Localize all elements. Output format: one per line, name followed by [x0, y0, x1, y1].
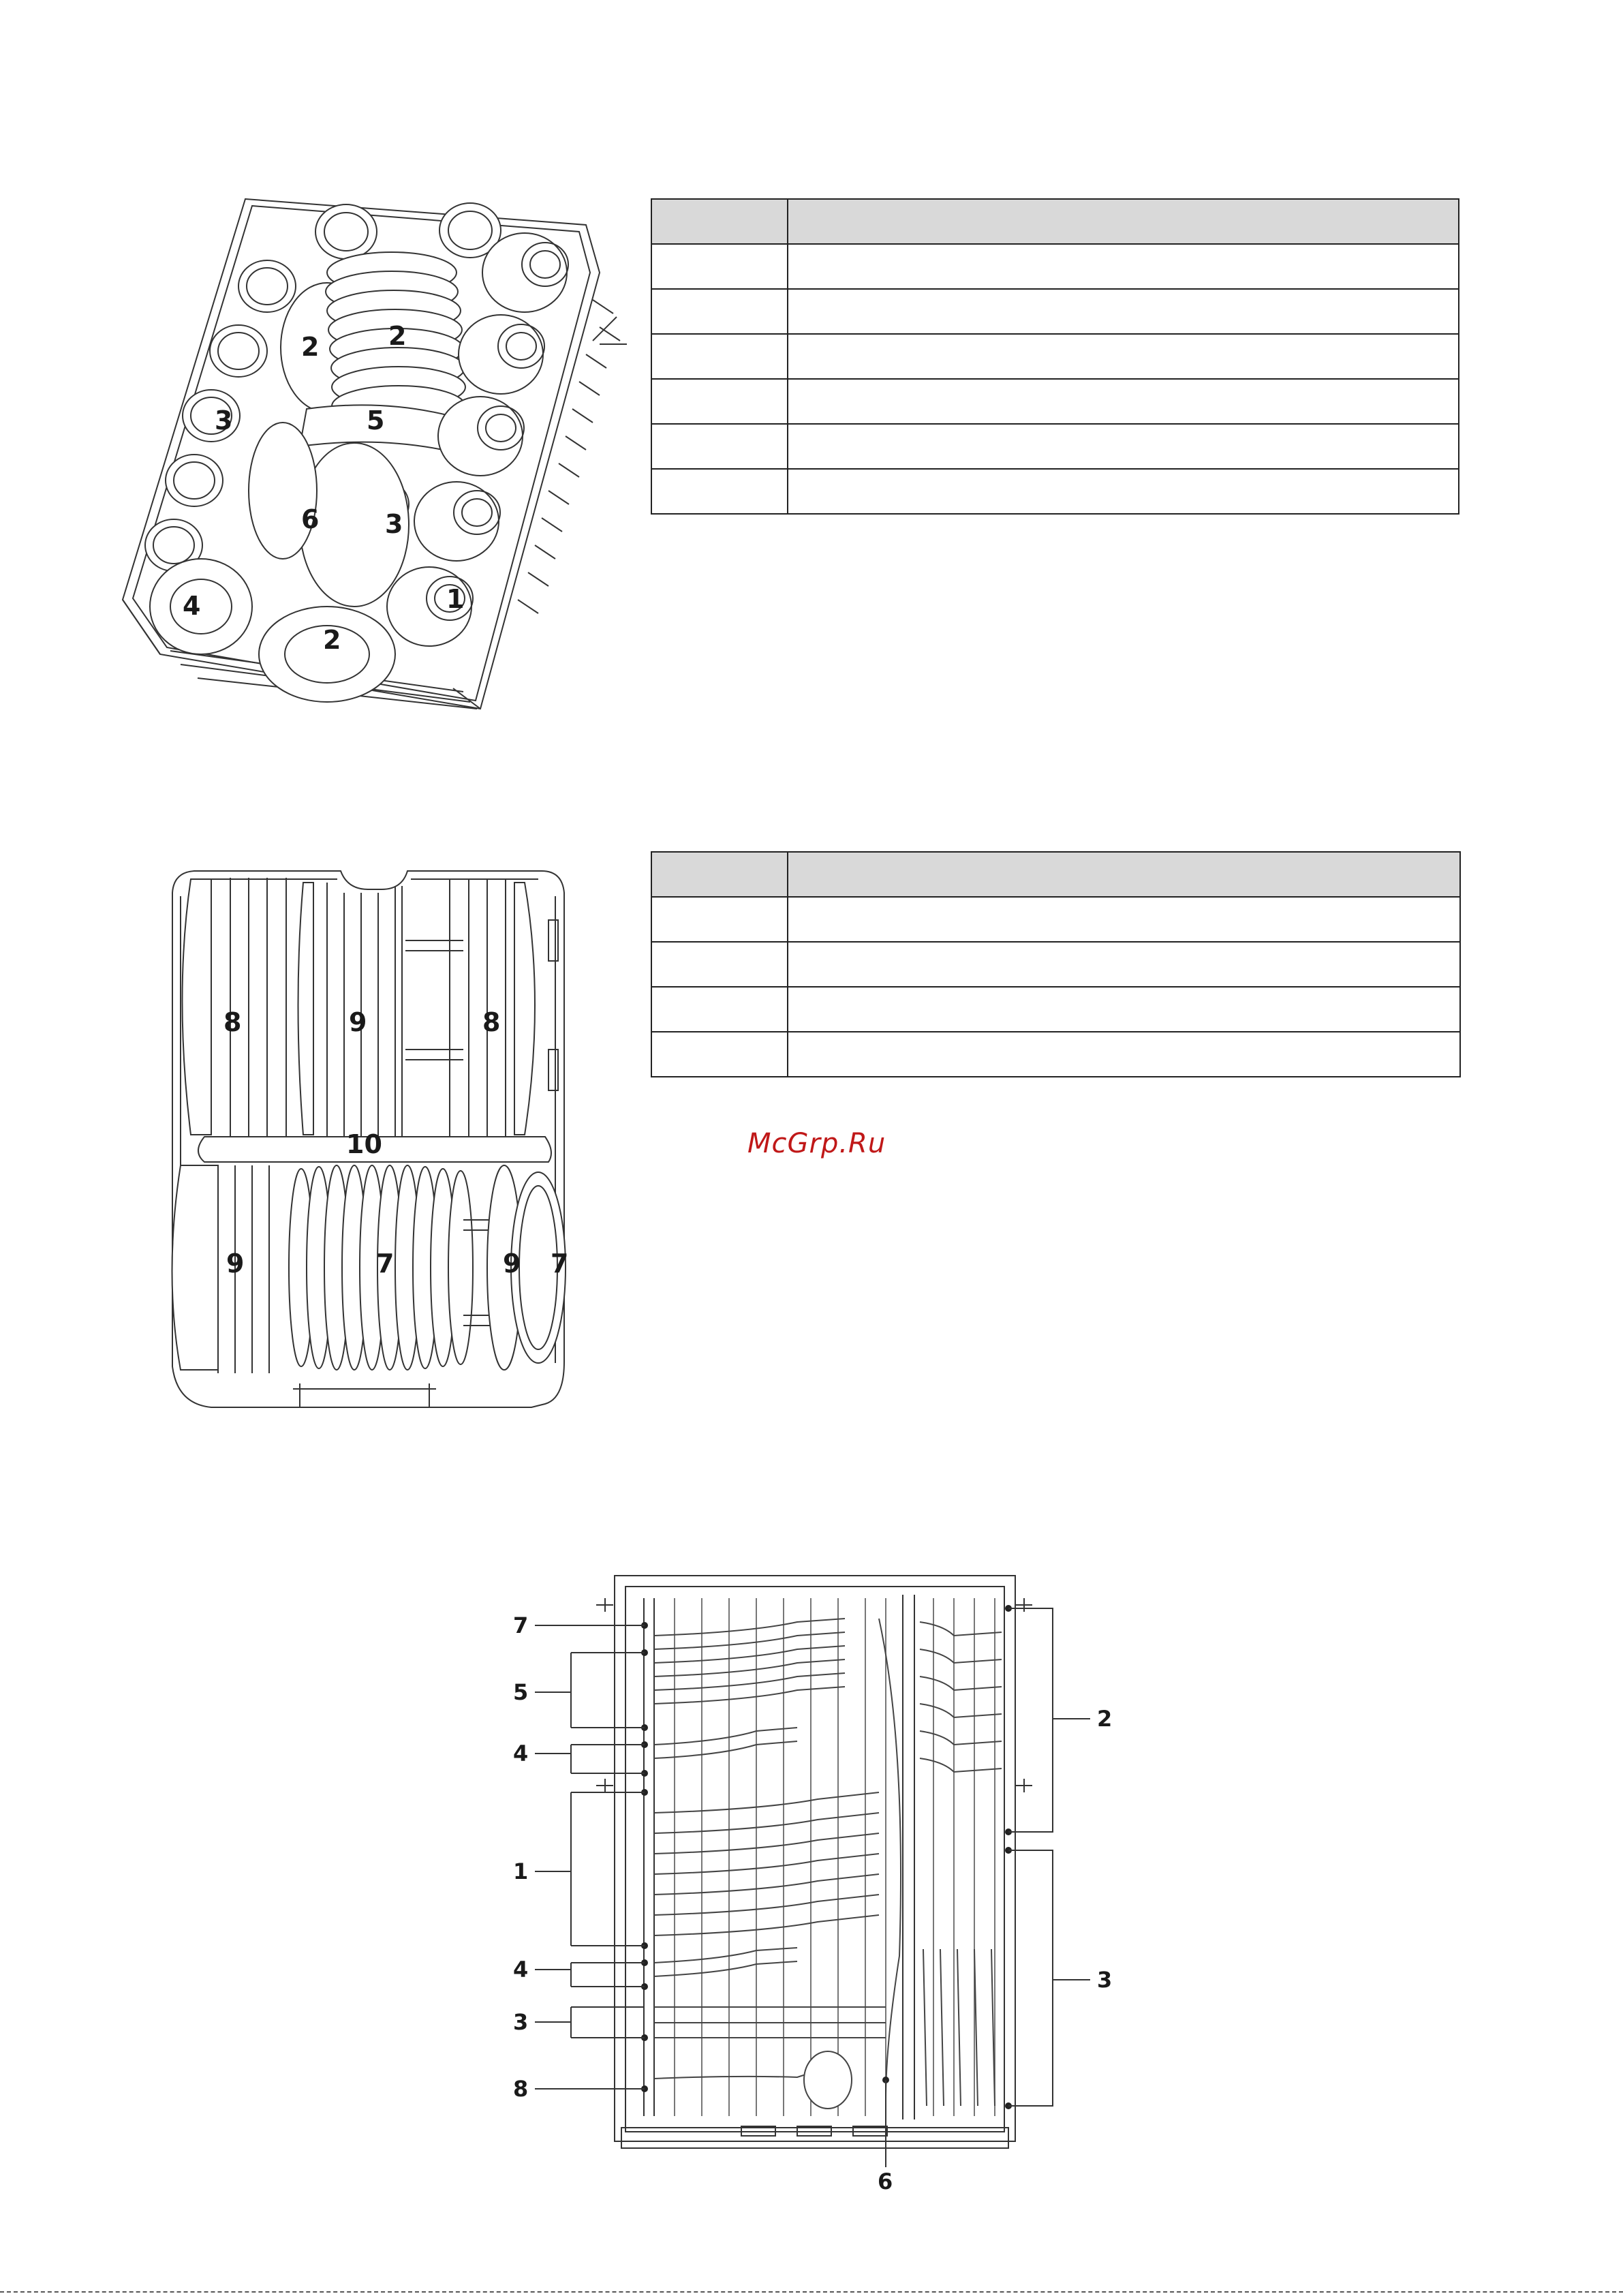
cutlery-right-leaders	[886, 1608, 1090, 2167]
upper-callout-3a: 3	[215, 405, 233, 435]
cutlery-callout-6: 6	[878, 2169, 893, 2194]
cutlery-callout-7: 7	[513, 1612, 529, 1638]
lower-callout-9b: 9	[226, 1249, 245, 1279]
cutlery-callout-8: 8	[513, 2076, 529, 2102]
upper-callout-2a: 2	[301, 332, 320, 362]
cutlery-callout-1: 1	[513, 1858, 529, 1884]
cutlery-callout-4b: 4	[513, 1957, 529, 1983]
watermark-text: McGrp.Ru	[747, 1128, 886, 1159]
upper-callout-2c: 2	[323, 625, 341, 655]
lower-callout-9c: 9	[503, 1249, 521, 1279]
lower-callout-9a: 9	[349, 1007, 367, 1037]
cutlery-items	[654, 1619, 1002, 2109]
lower-callout-10: 10	[346, 1129, 382, 1159]
upper-callout-3b: 3	[385, 509, 403, 539]
cutlery-callout-3b: 3	[1097, 1967, 1113, 1993]
cutlery-left-leaders	[535, 1625, 645, 2089]
lower-callout-7a: 7	[376, 1249, 395, 1279]
upper-callout-6: 6	[301, 504, 320, 534]
cutlery-callout-4a: 4	[513, 1741, 529, 1766]
lower-callout-8b: 8	[482, 1007, 501, 1037]
cutlery-callout-3a: 3	[513, 2009, 529, 2035]
upper-callout-4: 4	[183, 591, 201, 621]
cutlery-callout-5: 5	[513, 1679, 529, 1705]
upper-callout-2b: 2	[388, 321, 407, 351]
upper-callout-1: 1	[446, 584, 465, 614]
lower-callout-7b: 7	[551, 1249, 569, 1279]
cutlery-callout-2: 2	[1097, 1706, 1113, 1732]
cutlery-tray-dots	[641, 1605, 1012, 2109]
page-bottom-rule	[0, 2291, 1623, 2293]
upper-callout-5: 5	[367, 405, 385, 435]
lower-callout-8a: 8	[223, 1007, 242, 1037]
